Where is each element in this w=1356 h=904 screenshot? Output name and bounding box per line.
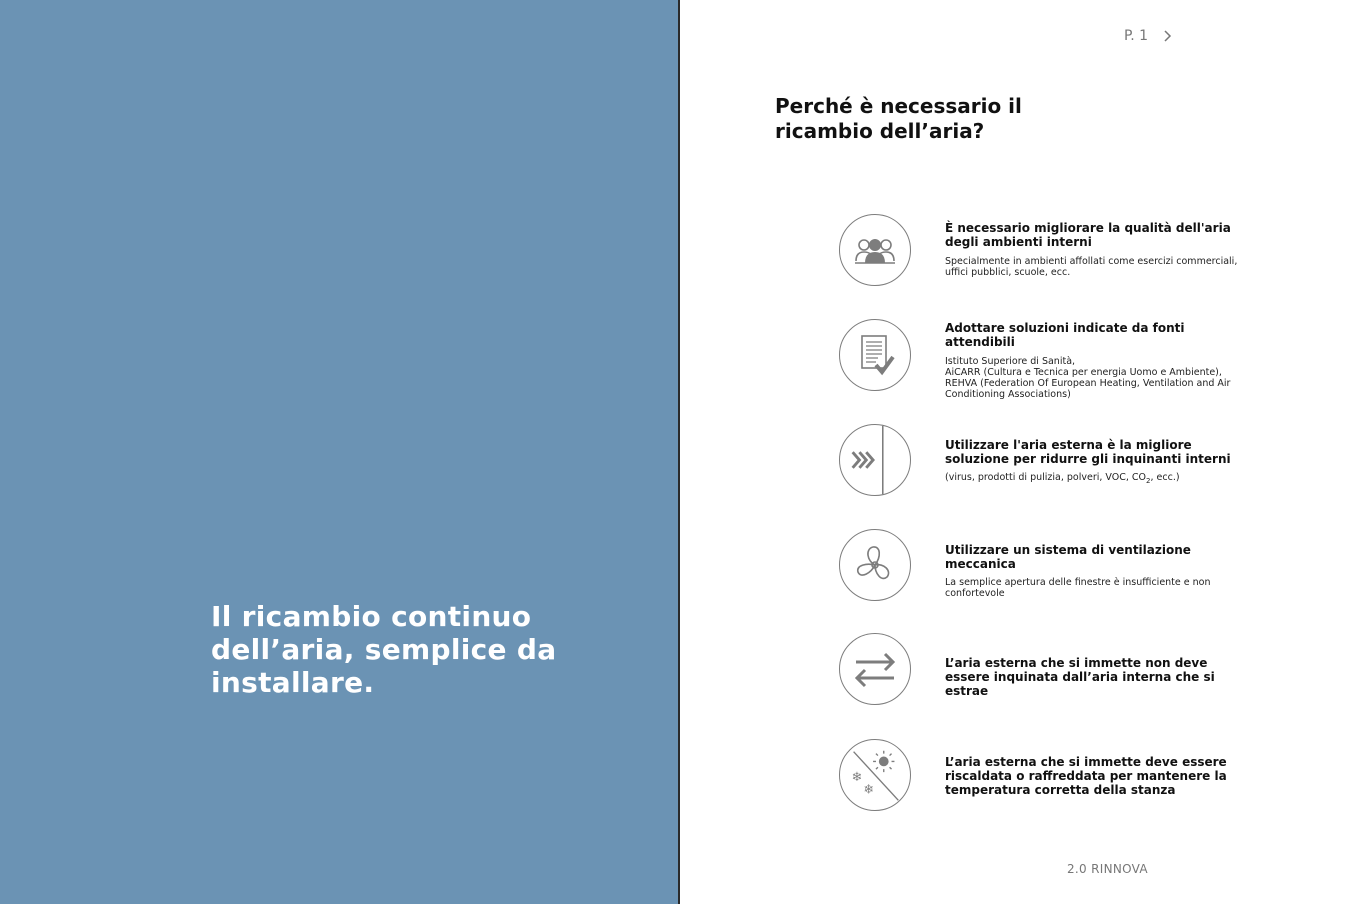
list-item-mechanical-ventilation [839,529,1259,603]
section-title: Perché è necessario il ricambio dell’aria? [775,94,1022,143]
svg-text:❄: ❄ [851,768,863,784]
desc-text: (virus, prodotti di pulizia, polveri, VOC, CO [945,472,1147,483]
next-page-button[interactable] [1162,29,1174,43]
item-heading: L’aria esterna che si immette non deve essere inquinata dall’aria interna che si estrae [945,656,1215,698]
list-item-temperature [839,739,1259,813]
airflow-arrows-icon [839,424,911,496]
people-icon [839,214,911,286]
footer-label: 2.0 RINNOVA [1067,862,1148,876]
pager [1124,26,1174,46]
chevron-right-icon [1162,29,1174,43]
list-item-outdoor-air [839,424,1259,498]
svg-text:❄: ❄ [863,781,874,797]
item-description: Specialmente in ambienti affollati come esercizi commerciali, uffici pubblici, scuole, ecc. [945,256,1238,278]
item-heading: È necessario migliorare la qualità dell'aria degli ambienti interni [945,221,1231,249]
desc-text: , ecc.) [1150,472,1180,483]
document-check-icon [839,319,911,391]
exchange-arrows-icon [839,633,911,705]
list-item-no-recirculation [839,633,1259,707]
item-description: La semplice apertura delle finestre è insufficiente e non confortevole [945,577,1211,599]
page-number: P. 1 [1124,28,1149,44]
item-heading: Utilizzare l'aria esterna è la migliore soluzione per ridurre gli inquinanti interni [945,438,1231,466]
hero-title: Il ricambio continuo dell’aria, semplice da installare. [211,600,557,699]
list-item-reliable-sources [839,319,1259,400]
source-line: AiCARR (Cultura e Tecnica per energia Uomo e Ambiente), [945,367,1222,378]
item-description [945,356,1245,400]
desc-subscript: 2 [1146,476,1151,485]
item-heading: Utilizzare un sistema di ventilazione meccanica [945,543,1191,571]
list-item-indoor-air-quality [839,214,1259,288]
source-line: Istituto Superiore di Sanità, [945,356,1076,367]
source-line: REHVA (Federation Of European Heating, Ventilation and Air Conditioning Associations) [945,378,1231,400]
fan-icon [839,529,911,601]
item-heading: L’aria esterna che si immette deve essere riscaldata o raffreddata per mantenere la temperatura corretta della stanza [945,755,1227,797]
item-description [945,472,1245,487]
sun-snowflake-icon [839,739,911,811]
item-heading: Adottare soluzioni indicate da fonti attendibili [945,321,1185,349]
